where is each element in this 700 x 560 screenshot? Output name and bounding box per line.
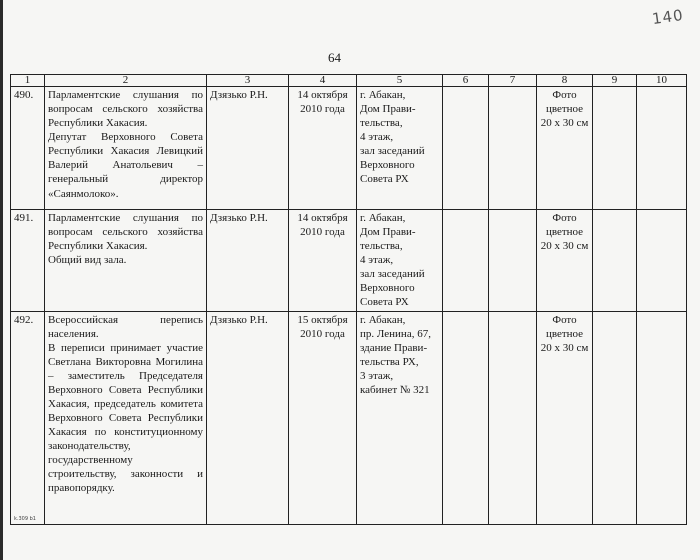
entry-format	[537, 210, 593, 312]
empty-cell	[443, 87, 489, 210]
format-line: 20 x 30 см	[540, 240, 589, 253]
column-header: 4	[289, 75, 357, 87]
format-line: Фото	[552, 89, 577, 101]
place-line: 4 этаж,	[360, 254, 394, 267]
column-number-header-row	[11, 75, 687, 87]
date-line: 14 октября	[297, 89, 348, 101]
place-line: г. Абакан,	[360, 89, 406, 101]
entry-place	[357, 311, 443, 524]
format-line: цветное	[545, 103, 584, 116]
format-line: цветное	[545, 327, 584, 340]
empty-cell	[443, 210, 489, 312]
place-line: Верховного	[360, 159, 415, 172]
place-line: здание Прави-	[360, 341, 428, 354]
entry-number: 490.	[11, 87, 45, 210]
entry-number: 492.	[11, 311, 45, 524]
empty-cell	[489, 311, 537, 524]
column-header: 1	[11, 75, 45, 87]
archive-stamp: k.309 b1	[14, 516, 36, 522]
empty-cell	[637, 87, 687, 210]
description-line: Депутат Верховного Совета Республики Хакасия Левицкий Валерий Анатольевич – генеральный директор «Саянмолоко».	[48, 131, 203, 200]
registry-table	[10, 74, 687, 525]
format-line: 20 x 30 см	[540, 341, 589, 354]
table-row	[11, 311, 687, 524]
format-line: Фото	[552, 212, 577, 224]
empty-cell	[489, 210, 537, 312]
place-line: 4 этаж,	[360, 131, 394, 144]
place-line: 3 этаж,	[360, 369, 394, 382]
place-line: кабинет № 321	[360, 383, 430, 396]
table-row	[11, 87, 687, 210]
date-line: 2010 года	[300, 327, 345, 340]
page-number: 64	[328, 50, 341, 65]
description-line: Всероссийская перепись населения.	[48, 313, 203, 340]
place-line: г. Абакан,	[360, 313, 406, 326]
entry-date	[289, 210, 357, 312]
empty-cell	[637, 311, 687, 524]
place-line: зал заседаний	[360, 145, 425, 158]
description-line: Парламентские слушания по вопросам сельского хозяйства Республики Хакасия.	[48, 89, 203, 130]
place-line: Дом Прави-	[360, 226, 416, 239]
empty-cell	[443, 311, 489, 524]
column-header: 6	[443, 75, 489, 87]
place-line: Совета РХ	[360, 173, 409, 186]
place-line: тельства РХ,	[360, 355, 419, 368]
entry-place	[357, 210, 443, 312]
entry-format	[537, 311, 593, 524]
description-line: В переписи принимает участие Светлана Викторовна Могилина – заместитель Председателя Верховного Совета Республики Хакасия, председатель комитета Верховного Совета Республики Хакасия по конституционному законодательству, государственному строительству, законности и правопорядку.	[48, 341, 203, 495]
column-header: 8	[537, 75, 593, 87]
format-line: 20 x 30 см	[540, 117, 589, 130]
entry-author: Дзязько Р.Н.	[207, 311, 289, 524]
date-line: 15 октября	[297, 313, 348, 326]
table-row	[11, 210, 687, 312]
column-header: 5	[357, 75, 443, 87]
place-line: Совета РХ	[360, 296, 409, 309]
entry-format	[537, 87, 593, 210]
entry-place	[357, 87, 443, 210]
entry-description	[45, 87, 207, 210]
empty-cell	[489, 87, 537, 210]
column-header: 2	[45, 75, 207, 87]
scan-edge	[0, 0, 3, 560]
entry-author: Дзязько Р.Н.	[207, 210, 289, 312]
empty-cell	[593, 210, 637, 312]
date-line: 2010 года	[300, 226, 345, 239]
entry-author: Дзязько Р.Н.	[207, 87, 289, 210]
place-line: тельства,	[360, 240, 403, 253]
entry-date	[289, 311, 357, 524]
column-header: 9	[593, 75, 637, 87]
empty-cell	[593, 311, 637, 524]
format-line: Фото	[552, 313, 577, 326]
place-line: тельства,	[360, 117, 403, 130]
empty-cell	[637, 210, 687, 312]
column-header: 3	[207, 75, 289, 87]
date-line: 14 октября	[297, 212, 348, 224]
column-header: 7	[489, 75, 537, 87]
entry-description	[45, 210, 207, 312]
place-line: Верховного	[360, 282, 415, 295]
handwritten-page-mark: 140	[650, 5, 685, 29]
empty-cell	[593, 87, 637, 210]
format-line: цветное	[545, 226, 584, 239]
entry-number: 491.	[11, 210, 45, 312]
description-line: Парламентские слушания по вопросам сельского хозяйства Республики Хакасия.	[48, 212, 203, 253]
date-line: 2010 года	[300, 103, 345, 116]
place-line: зал заседаний	[360, 268, 425, 281]
entry-date	[289, 87, 357, 210]
column-header: 10	[637, 75, 687, 87]
entry-description	[45, 311, 207, 524]
place-line: г. Абакан,	[360, 212, 406, 224]
place-line: пр. Ленина, 67,	[360, 327, 431, 340]
place-line: Дом Прави-	[360, 103, 416, 116]
description-line: Общий вид зала.	[48, 254, 127, 267]
